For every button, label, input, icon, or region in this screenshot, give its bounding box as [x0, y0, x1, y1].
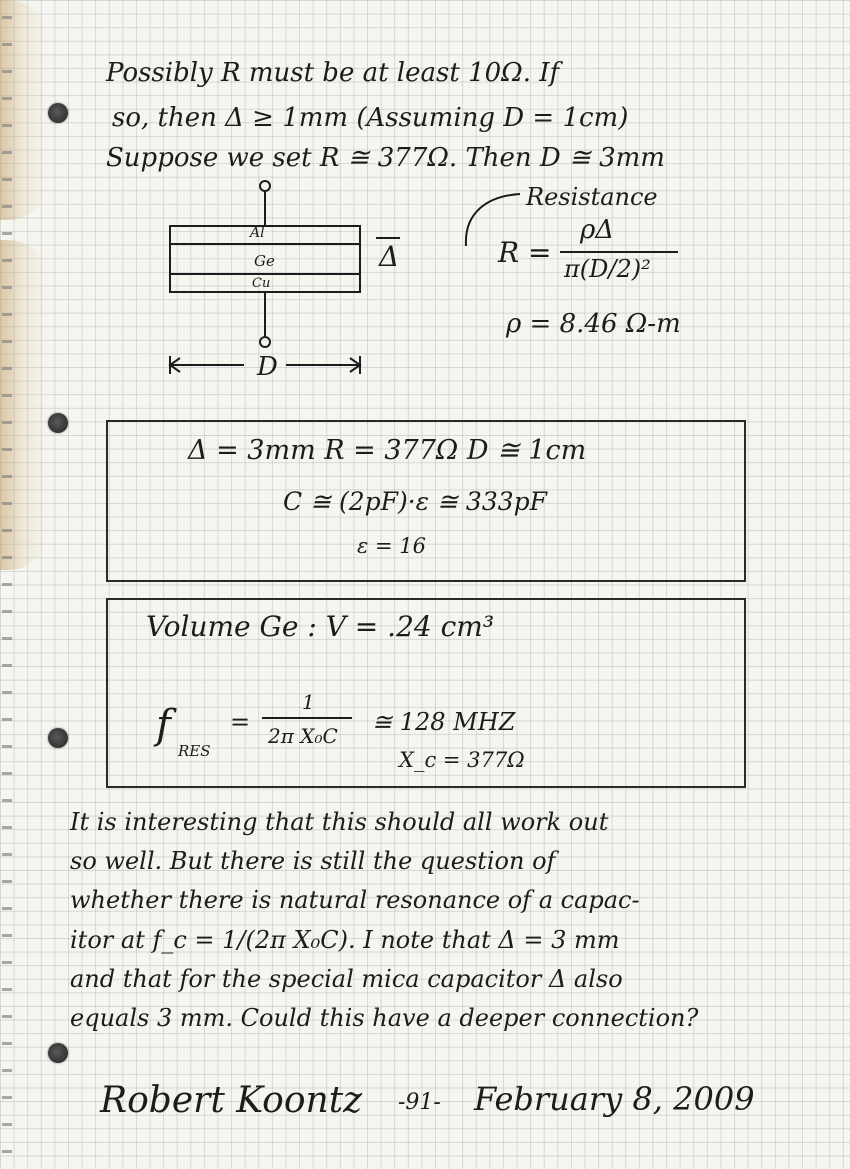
punch-hole [48, 413, 68, 433]
layer-label-al: Al [250, 225, 265, 241]
resistance-lhs: R = [498, 236, 552, 269]
fraction-bar [262, 717, 352, 719]
page-number: -91- [398, 1090, 441, 1115]
box1-line-1: Δ = 3mm R = 377Ω D ≅ 1cm [188, 435, 587, 466]
note-line-2: so, then Δ ≥ 1mm (Assuming D = 1cm) [112, 103, 629, 133]
entry-date: February 8, 2009 [474, 1080, 755, 1118]
rho-value: ρ = 8.46 Ω-m [506, 309, 681, 339]
layer-label-cu: Cu [252, 276, 271, 291]
spiral-binding [2, 0, 12, 1169]
freq-numerator: 1 [302, 690, 315, 714]
freq-denominator: 2π X₀C [268, 724, 338, 748]
fraction-bar [560, 251, 678, 253]
volume-line: Volume Ge : V = .24 cm³ [146, 610, 495, 643]
freq-subscript: RES [178, 742, 211, 760]
signature: Robert Koontz [100, 1080, 363, 1121]
capacitor-diagram [150, 170, 420, 390]
note-line-3: Suppose we set R ≅ 377Ω. Then D ≅ 3mm [106, 143, 665, 173]
punch-hole [48, 103, 68, 123]
paragraph-line-6: equals 3 mm. Could this have a deeper connection? [70, 1004, 699, 1032]
punch-hole [48, 1043, 68, 1063]
resistance-numerator: ρΔ [580, 215, 615, 245]
freq-symbol: f [156, 702, 171, 748]
layer-label-ge: Ge [254, 252, 275, 270]
paragraph-line-3: whether there is natural resonance of a capac- [70, 886, 640, 914]
width-label: D [257, 352, 278, 382]
paragraph-line-1: It is interesting that this should all work out [70, 808, 609, 836]
box1-line-3: ε = 16 [357, 534, 426, 558]
resistance-heading: Resistance [526, 183, 658, 211]
punch-hole [48, 728, 68, 748]
reactance-line: X_c = 377Ω [399, 748, 525, 772]
box1-line-2: C ≅ (2pF)·ε ≅ 333pF [283, 487, 548, 516]
freq-equals: = [230, 708, 251, 736]
paragraph-line-4: itor at f_c = 1/(2π X₀C). I note that Δ = 3 mm [70, 926, 620, 954]
paragraph-line-5: and that for the special mica capacitor Δ also [70, 965, 623, 993]
thickness-label: Δ [379, 240, 400, 273]
paragraph-line-2: so well. But there is still the question of [70, 847, 556, 875]
resistance-denominator: π(D/2)² [564, 255, 651, 283]
freq-approx: ≅ 128 MHZ [372, 708, 516, 736]
note-line-1: Possibly R must be at least 10Ω. If [106, 58, 560, 88]
